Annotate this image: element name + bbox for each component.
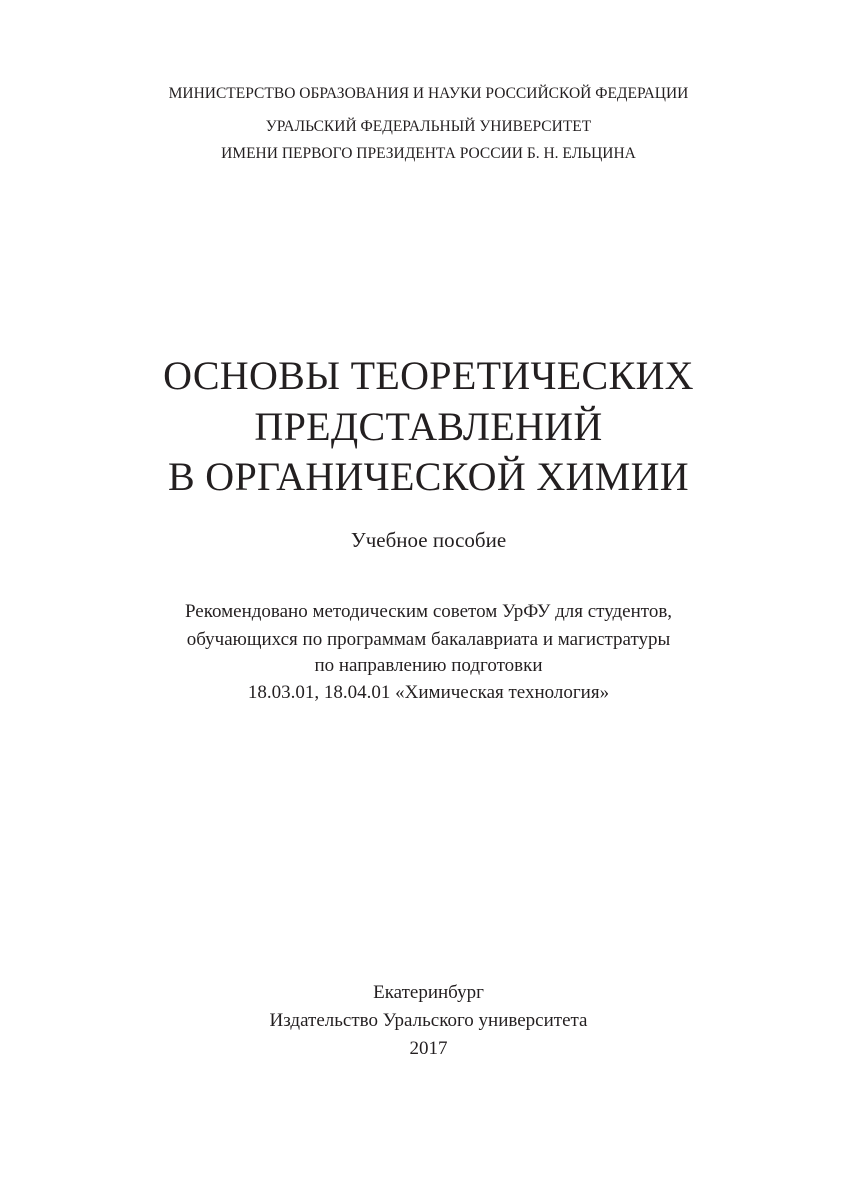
ministry-name: МИНИСТЕРСТВО ОБРАЗОВАНИЯ И НАУКИ РОССИЙСКОЙ ФЕДЕРАЦИИ [168, 85, 689, 102]
imprint-city: Екатеринбург [373, 982, 484, 1003]
book-title-line-1: ОСНОВЫ ТЕОРЕТИЧЕСКИХ [163, 353, 694, 398]
book-subtitle: Учебное пособие [350, 528, 507, 552]
recommendation-line-3: по направлению подготовки [314, 655, 543, 676]
recommendation-line-4: 18.03.01, 18.04.01 «Химическая технология» [247, 682, 610, 703]
university-name-dedication: ИМЕНИ ПЕРВОГО ПРЕЗИДЕНТА РОССИИ Б. Н. ЕЛЬЦИНА [221, 145, 636, 162]
book-title-line-3: В ОРГАНИЧЕСКОЙ ХИМИИ [168, 454, 689, 499]
recommendation-line-2: обучающихся по программам бакалавриата и магистратуры [186, 629, 671, 650]
imprint-publisher: Издательство Уральского университета [269, 1010, 588, 1031]
book-title-line-2: ПРЕДСТАВЛЕНИЙ [254, 404, 603, 449]
university-name: УРАЛЬСКИЙ ФЕДЕРАЛЬНЫЙ УНИВЕРСИТЕТ [265, 118, 592, 135]
imprint-year: 2017 [409, 1038, 448, 1059]
recommendation-line-1: Рекомендовано методическим советом УрФУ для студентов, [184, 601, 673, 622]
